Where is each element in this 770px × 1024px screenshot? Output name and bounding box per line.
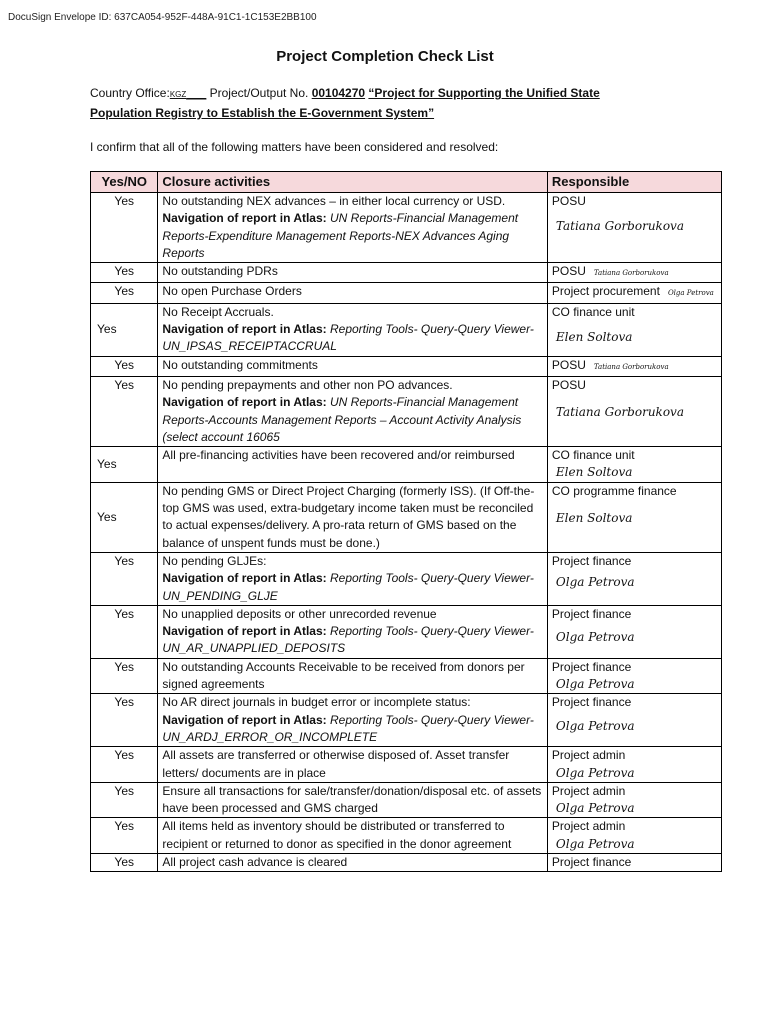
project-label: Project/Output No. [206,86,312,100]
yes-no-cell: Yes [91,193,158,263]
header-closure-activities: Closure activities [158,172,547,193]
atlas-navigation-label: Navigation of report in Atlas: [162,211,327,226]
table-row [91,263,722,283]
closure-activity-cell [158,818,547,854]
table-row [91,303,722,356]
responsible-text: Project finance [551,854,632,869]
atlas-navigation-label: Navigation of report in Atlas: [162,322,327,337]
activity-text: No pending GMS or Direct Project Charging (formerly ISS). (If Off-the-top GMS was used, extra-budgetary income taken must be reconciled to actual expenses/delivery. A pro-rata return of GMS based on the balance of unspent funds must be done.) [162,483,535,550]
closure-activity-cell [158,447,547,483]
responsible-cell [547,263,721,283]
table-row [91,605,722,658]
table-header [91,172,722,193]
signature: Olga Petrova [555,718,635,733]
signature: Tatiana Gorborukova [555,219,684,234]
responsible-cell [547,782,721,818]
closure-activity-cell [158,193,547,263]
table-row [91,376,722,446]
confirm-text: I confirm that all of the following matters have been considered and resolved: [90,140,499,154]
yes-no-cell: Yes [91,747,158,783]
yes-no-cell: Yes [91,782,158,818]
atlas-navigation-label: Navigation of report in Atlas: [162,712,327,727]
responsible-text: Project finance [551,606,632,621]
yes-no-cell: Yes [91,694,158,747]
closure-activity-cell [158,303,547,356]
yes-no-cell: Yes [91,263,158,283]
atlas-navigation-path: Reporting Tools- Query-Query Viewer-UN_AR_UNAPPLIED_DEPOSITS [162,624,534,656]
atlas-navigation-path: Reporting Tools- Query-Query Viewer-UN_PENDING_GLJE [162,571,534,603]
checklist-table [90,171,722,872]
atlas-navigation-path: Reporting Tools- Query-Query Viewer-UN_IPSAS_RECEIPTACCRUAL [162,322,534,354]
envelope-id: DocuSign Envelope ID: 637CA054-952F-448A-91C1-1C153E2BB100 [8,12,317,23]
responsible-text: POSU [551,357,586,372]
table-row [91,482,722,552]
atlas-navigation-label: Navigation of report in Atlas: [162,571,327,586]
responsible-text: CO programme finance [551,483,677,498]
activity-text: All pre-financing activities have been recovered and/or reimbursed [162,448,515,463]
table-row [91,658,722,694]
yes-no-cell: Yes [91,818,158,854]
header-yes-no: Yes/NO [91,172,158,193]
responsible-text: Project admin [551,748,626,763]
signature: Olga Petrova [555,801,635,816]
table-row [91,694,722,747]
yes-no-cell: Yes [91,605,158,658]
activity-text: No Receipt Accruals. [162,304,274,319]
activity-text: No open Purchase Orders [162,284,302,299]
activity-text: All project cash advance is cleared [162,854,348,869]
project-line [90,86,600,100]
signature: Olga Petrova [555,836,635,851]
responsible-text: Project finance [551,659,632,674]
signature: Tatiana Gorborukova [593,269,669,278]
responsible-cell [547,818,721,854]
responsible-cell [547,447,721,483]
responsible-text: POSU [551,194,586,208]
closure-activity-cell [158,782,547,818]
atlas-navigation-path: UN Reports-Financial Management Reports-Expenditure Management Reports-NEX Advances Aging Reports [162,211,519,260]
closure-activity-cell [158,263,547,283]
yes-no-cell: Yes [91,376,158,446]
signature: Elen Soltova [555,330,633,345]
table-row [91,818,722,854]
yes-no-cell: Yes [91,283,158,303]
signature: Olga Petrova [555,630,635,645]
yes-no-cell: Yes [91,447,158,483]
country-blank: ___ [186,86,207,100]
atlas-navigation-label: Navigation of report in Atlas: [162,395,327,410]
responsible-cell [547,482,721,552]
responsible-cell [547,283,721,303]
table-row [91,552,722,605]
responsible-text: CO finance unit [551,448,635,463]
table-row [91,853,722,871]
country-value: KGZ [169,90,187,99]
closure-activity-cell [158,658,547,694]
closure-activity-cell [158,853,547,871]
activity-text: No outstanding NEX advances – in either local currency or USD. [162,194,506,208]
project-name-1: “Project for Supporting the Unified State [368,86,600,100]
responsible-cell [547,376,721,446]
signature: Olga Petrova [555,575,635,590]
responsible-cell [547,552,721,605]
yes-no-cell: Yes [91,658,158,694]
responsible-cell [547,303,721,356]
responsible-cell [547,356,721,376]
closure-activity-cell [158,376,547,446]
activity-text: Ensure all transactions for sale/transfer/donation/disposal etc. of assets have been processed and GMS charged [162,783,542,816]
activity-text: No outstanding Accounts Receivable to be received from donors per signed agreements [162,659,525,692]
table-row [91,193,722,263]
closure-activity-cell [158,283,547,303]
atlas-navigation-path: UN Reports-Financial Management Reports-Accounts Management Reports – Account Activity Analysis (select account 16065 [162,395,522,444]
activity-text: No pending GLJEs: [162,553,267,568]
yes-no-cell: Yes [91,482,158,552]
signature: Olga Petrova [667,289,714,298]
table-row [91,356,722,376]
closure-activity-cell [158,747,547,783]
atlas-navigation-label: Navigation of report in Atlas: [162,624,327,639]
yes-no-cell: Yes [91,303,158,356]
table-row [91,283,722,303]
atlas-navigation-path: Reporting Tools- Query-Query Viewer-UN_ARDJ_ERROR_OR_INCOMPLETE [162,712,534,744]
activity-text: All items held as inventory should be distributed or transferred to recipient or returned to donor as specified in the donor agreement [162,819,512,851]
signature: Olga Petrova [555,765,635,780]
closure-activity-cell [158,356,547,376]
header-responsible: Responsible [547,172,721,193]
page-title: Project Completion Check List [276,48,494,65]
closure-activity-cell [158,552,547,605]
responsible-cell [547,193,721,263]
responsible-cell [547,605,721,658]
responsible-cell [547,853,721,871]
responsible-text: POSU [551,377,586,392]
signature: Olga Petrova [555,677,635,692]
responsible-cell [547,658,721,694]
responsible-text: Project finance [551,695,632,710]
yes-no-cell: Yes [91,356,158,376]
responsible-text: POSU [551,264,586,279]
table-row [91,782,722,818]
activity-text: No pending prepayments and other non PO advances. [162,377,453,392]
activity-text: All assets are transferred or otherwise disposed of. Asset transfer letters/ documents are in place [162,748,510,780]
closure-activity-cell [158,694,547,747]
signature: Elen Soltova [555,465,633,480]
activity-text: No outstanding commitments [162,357,318,372]
project-number: 00104270 [311,86,366,100]
table-row [91,447,722,483]
responsible-text: Project finance [551,553,632,568]
responsible-cell [547,694,721,747]
closure-activity-cell [158,605,547,658]
signature: Elen Soltova [555,511,633,526]
activity-text: No outstanding PDRs [162,264,278,279]
activity-text: No AR direct journals in budget error or incomplete status: [162,695,471,710]
table-row [91,747,722,783]
signature: Tatiana Gorborukova [555,405,684,420]
project-name-2: Population Registry to Establish the E-Government System” [90,106,435,120]
activity-text: No unapplied deposits or other unrecorded revenue [162,606,437,621]
responsible-cell [547,747,721,783]
country-label: Country Office: [90,86,170,100]
signature: Tatiana Gorborukova [593,362,669,371]
responsible-text: Project admin [551,819,626,834]
responsible-text: Project admin [551,783,626,798]
closure-activity-cell [158,482,547,552]
responsible-text: CO finance unit [551,304,635,319]
yes-no-cell: Yes [91,552,158,605]
responsible-text: Project procurement [551,284,660,299]
yes-no-cell: Yes [91,853,158,871]
